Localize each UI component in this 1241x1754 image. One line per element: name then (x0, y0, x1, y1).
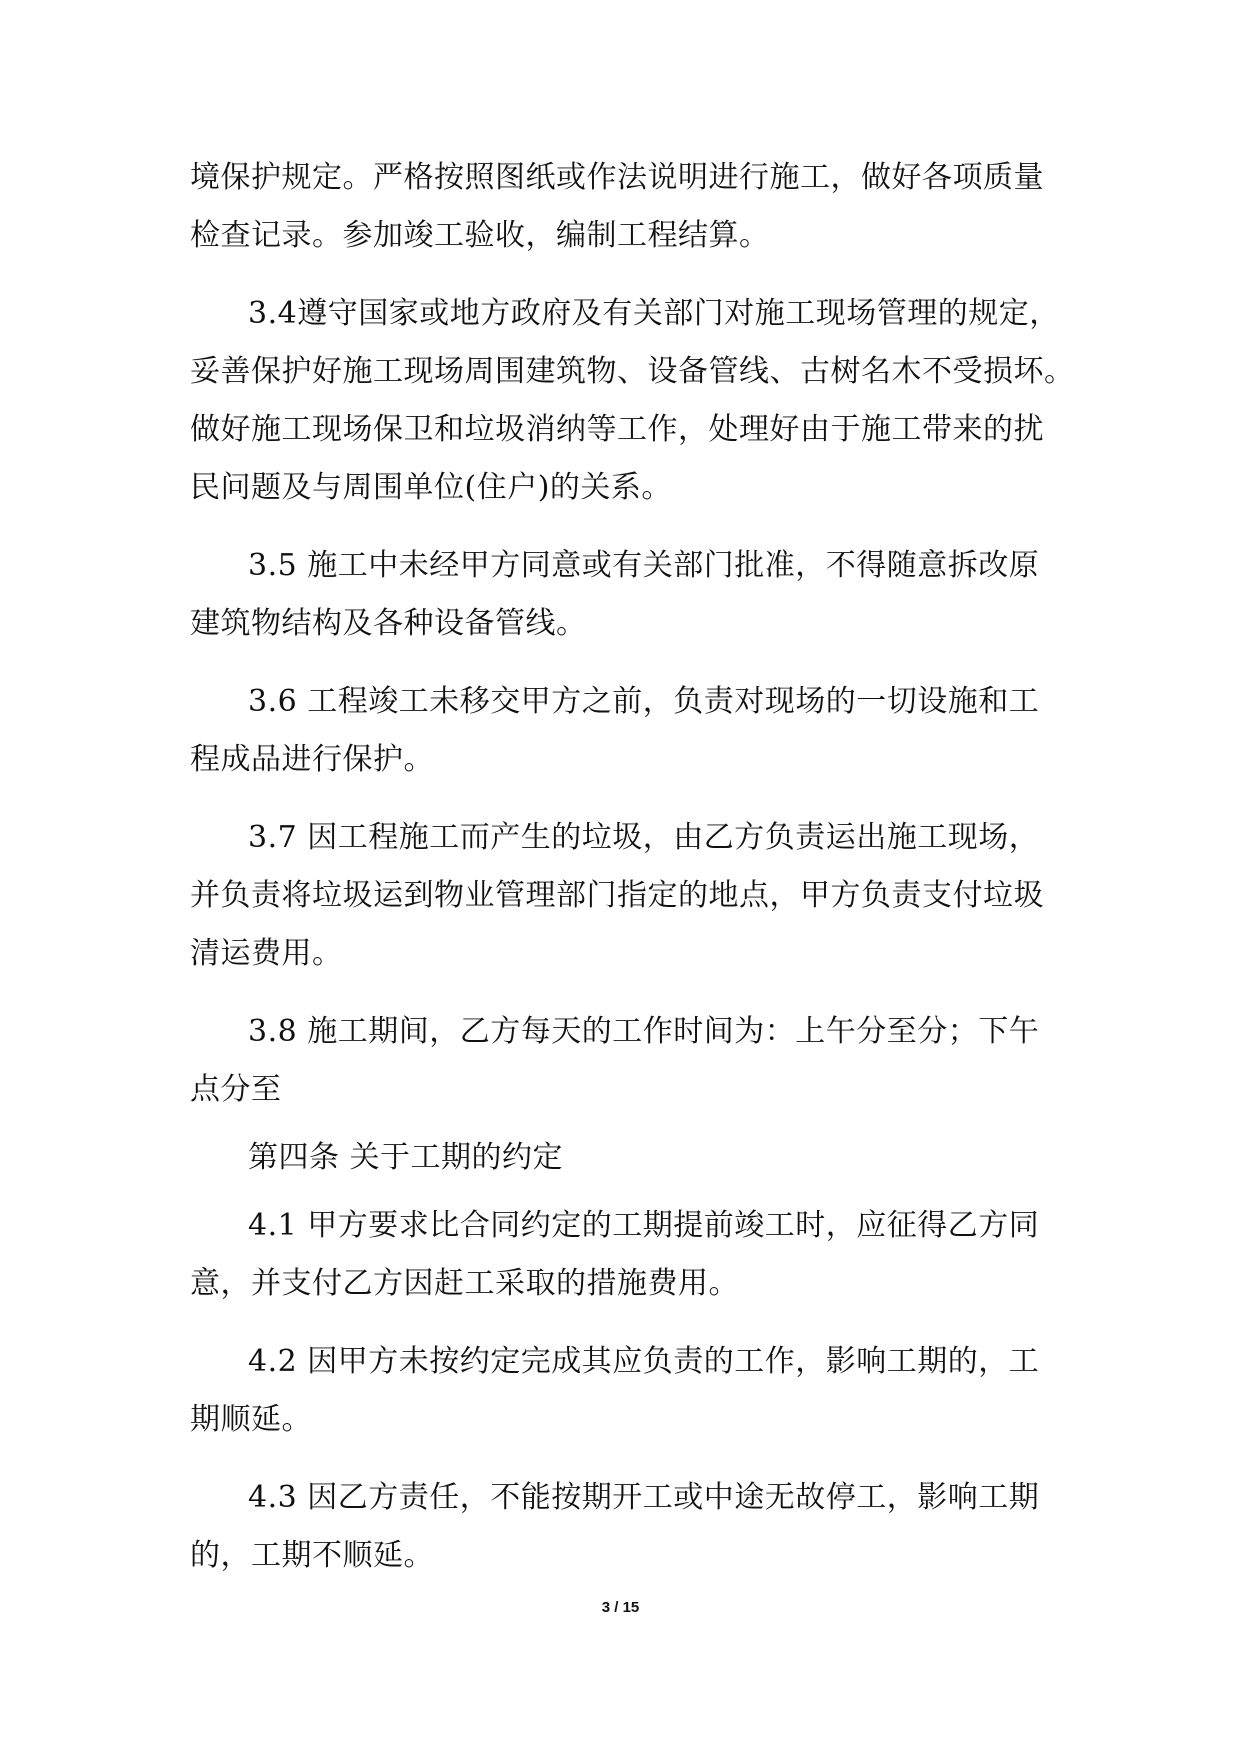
text-line: 的，工期不顺延。 (190, 1538, 434, 1573)
paragraph-3-8: 3.8 施工期间，乙方每天的工作时间为：上午分至分；下午 (248, 1014, 1040, 1049)
text-line: 境保护规定。严格按照图纸或作法说明进行施工，做好各项质量 (190, 160, 1044, 195)
paragraph-4-1: 4.1 甲方要求比合同约定的工期提前竣工时，应征得乙方同 (248, 1208, 1040, 1243)
paragraph-4-2: 4.2 因甲方未按约定完成其应负责的工作，影响工期的，工 (248, 1344, 1040, 1379)
paragraph-4-3: 4.3 因乙方责任，不能按期开工或中途无故停工，影响工期 (248, 1480, 1040, 1515)
paragraph-3-4: 3.4遵守国家或地方政府及有关部门对施工现场管理的规定， (248, 296, 1060, 331)
text-line: 并负责将垃圾运到物业管理部门指定的地点，甲方负责支付垃圾 (190, 878, 1044, 913)
section-heading: 第四条 关于工期的约定 (248, 1140, 564, 1175)
text-line: 意，并支付乙方因赶工采取的措施费用。 (190, 1266, 739, 1301)
text-line: 建筑物结构及各种设备管线。 (190, 606, 587, 641)
text-line: 清运费用。 (190, 936, 343, 971)
paragraph-3-5: 3.5 施工中未经甲方同意或有关部门批准，不得随意拆改原 (248, 548, 1040, 583)
text-line: 妥善保护好施工现场周围建筑物、设备管线、古树名木不受损坏。 (190, 354, 1075, 389)
paragraph-3-7: 3.7 因工程施工而产生的垃圾，由乙方负责运出施工现场， (248, 820, 1040, 855)
text-line: 点分至 (190, 1072, 282, 1107)
text-line: 做好施工现场保卫和垃圾消纳等工作，处理好由于施工带来的扰 (190, 412, 1044, 447)
text-line: 民问题及与周围单位(住户)的关系。 (190, 470, 672, 505)
page-number: 3 / 15 (601, 1599, 640, 1616)
text-line: 程成品进行保护。 (190, 742, 434, 777)
text-line: 检查记录。参加竣工验收，编制工程结算。 (190, 218, 770, 253)
text-line: 期顺延。 (190, 1402, 312, 1437)
paragraph-3-6: 3.6 工程竣工未移交甲方之前，负责对现场的一切设施和工 (248, 684, 1040, 719)
